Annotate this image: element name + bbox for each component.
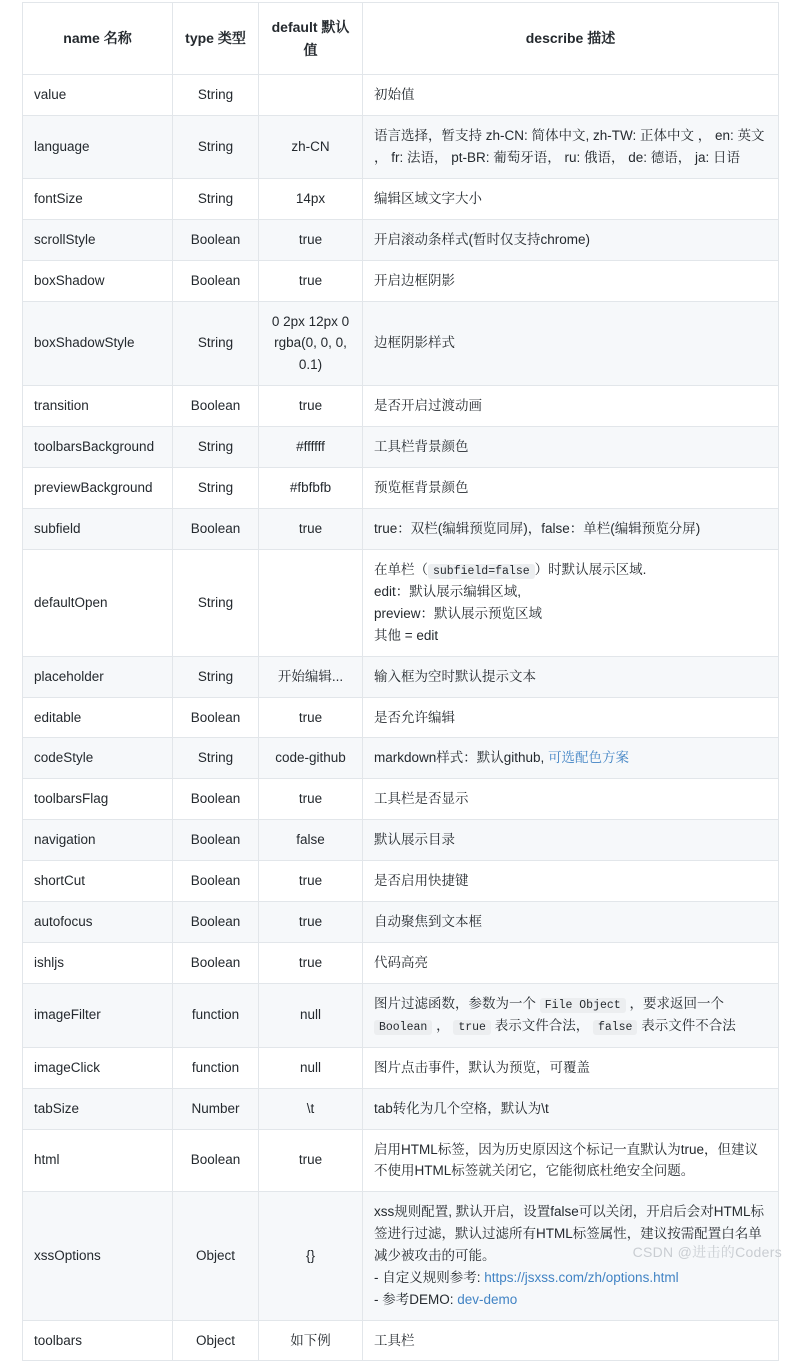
cell-option-name: boxShadow (23, 260, 173, 301)
table-row (23, 656, 779, 697)
describe-line (374, 911, 767, 933)
describe-line (374, 1289, 767, 1311)
cell-option-name: toolbarsFlag (23, 779, 173, 820)
cell-option-name: toolbarsBackground (23, 426, 173, 467)
describe-text: 是否启用快捷键 (374, 873, 469, 889)
describe-text: 图片过滤函数，参数为一个 (374, 995, 540, 1011)
describe-text: 其他 = edit (374, 627, 439, 643)
describe-link[interactable]: 可选配色方案 (548, 750, 630, 766)
describe-line (374, 559, 767, 582)
cell-option-type: String (173, 178, 259, 219)
describe-text: 工具栏是否显示 (374, 791, 469, 807)
cell-option-describe (363, 861, 779, 902)
cell-option-default (259, 75, 363, 116)
cell-option-describe (363, 901, 779, 942)
describe-line (374, 870, 767, 892)
cell-option-name: fontSize (23, 178, 173, 219)
cell-option-default: true (259, 901, 363, 942)
inline-code: true (453, 1020, 491, 1035)
cell-option-describe (363, 75, 779, 116)
cell-option-name: tabSize (23, 1088, 173, 1129)
cell-option-type: String (173, 738, 259, 779)
cell-option-describe (363, 697, 779, 738)
cell-option-type: String (173, 116, 259, 179)
describe-text: 启用HTML标签，因为历史原因这个标记一直默认为true，但建议不使用HTML标签就关闭它，它能彻底杜绝安全问题。 (374, 1141, 759, 1179)
cell-option-default: zh-CN (259, 116, 363, 179)
cell-option-describe (363, 386, 779, 427)
cell-option-type: Boolean (173, 1129, 259, 1192)
table-body (23, 75, 779, 1361)
describe-line (374, 477, 767, 499)
column-header-type: type 类型 (173, 3, 259, 75)
describe-text: ）时默认展示区域. (534, 561, 647, 577)
cell-option-default: true (259, 386, 363, 427)
describe-text: 开启滚动条样式(暂时仅支持chrome) (374, 231, 591, 247)
inline-code: File Object (540, 998, 626, 1013)
describe-line (374, 666, 767, 688)
table-row (23, 942, 779, 983)
describe-text: 自动聚焦到文本框 (374, 913, 482, 929)
cell-option-default: #ffffff (259, 426, 363, 467)
describe-text: 输入框为空时默认提示文本 (374, 668, 536, 684)
cell-option-describe (363, 301, 779, 386)
cell-option-default: null (259, 1047, 363, 1088)
cell-option-describe (363, 426, 779, 467)
describe-text: 工具栏 (374, 1332, 415, 1348)
cell-option-describe (363, 260, 779, 301)
describe-text: edit：默认展示编辑区域, (374, 584, 522, 600)
describe-text: 代码高亮 (374, 954, 428, 970)
cell-option-default: true (259, 508, 363, 549)
describe-line (374, 1098, 767, 1120)
describe-line (374, 788, 767, 810)
describe-text: 初始值 (374, 87, 415, 103)
table-row (23, 1088, 779, 1129)
cell-option-name: scrollStyle (23, 219, 173, 260)
table-row (23, 426, 779, 467)
cell-option-name: autofocus (23, 901, 173, 942)
cell-option-describe (363, 116, 779, 179)
cell-option-default: true (259, 942, 363, 983)
api-options-table-container (22, 2, 778, 1361)
describe-line (374, 952, 767, 974)
cell-option-type: function (173, 1047, 259, 1088)
describe-line (374, 1057, 767, 1079)
cell-option-default: code-github (259, 738, 363, 779)
table-row (23, 301, 779, 386)
describe-line (374, 581, 767, 603)
describe-text: 表示文件合法， (490, 1018, 593, 1034)
describe-line (374, 125, 767, 169)
cell-option-describe (363, 549, 779, 656)
table-row (23, 901, 779, 942)
cell-option-default: #fbfbfb (259, 467, 363, 508)
cell-option-name: imageClick (23, 1047, 173, 1088)
cell-option-name: imageFilter (23, 983, 173, 1047)
cell-option-type: String (173, 301, 259, 386)
table-row (23, 467, 779, 508)
cell-option-default: 如下例 (259, 1320, 363, 1361)
csdn-watermark: CSDN @进击的Coders (632, 1244, 782, 1260)
describe-text: 边框阴影样式 (374, 335, 455, 351)
inline-code: subfield=false (428, 564, 535, 579)
describe-line (374, 829, 767, 851)
cell-option-type: Object (173, 1320, 259, 1361)
cell-option-default: 0 2px 12px 0 rgba(0, 0, 0, 0.1) (259, 301, 363, 386)
describe-line (374, 1139, 767, 1183)
cell-option-default: true (259, 1129, 363, 1192)
cell-option-type: Boolean (173, 901, 259, 942)
cell-option-describe (363, 178, 779, 219)
cell-option-default: true (259, 260, 363, 301)
inline-code: false (593, 1020, 638, 1035)
table-row (23, 820, 779, 861)
cell-option-type: String (173, 467, 259, 508)
describe-text: preview：默认展示预览区域 (374, 606, 543, 621)
describe-text: - 自定义规则参考: (374, 1269, 485, 1285)
describe-link[interactable]: dev-demo (457, 1291, 518, 1307)
describe-text: tab转化为几个空格，默认为\t (374, 1100, 549, 1116)
cell-option-name: ishljs (23, 942, 173, 983)
cell-option-type: String (173, 426, 259, 467)
describe-text: true：双栏(编辑预览同屏)，false：单栏(编辑预览分屏) (374, 520, 701, 536)
cell-option-name: defaultOpen (23, 549, 173, 656)
describe-line (374, 707, 767, 729)
cell-option-type: Boolean (173, 260, 259, 301)
cell-option-default: 14px (259, 178, 363, 219)
cell-option-describe (363, 779, 779, 820)
table-row (23, 779, 779, 820)
column-header-default: default 默认值 (259, 3, 363, 75)
describe-line (374, 625, 767, 647)
describe-text: xss规则配置, 默认开启，设置false可以关闭，开启后会对HTML标签进行过滤，默认过滤所有HTML标签属性，建议按需配置白名单减少被攻击的可能。 (374, 1204, 765, 1263)
cell-option-default: null (259, 983, 363, 1047)
cell-option-default: false (259, 820, 363, 861)
cell-option-describe (363, 738, 779, 779)
cell-option-name: shortCut (23, 861, 173, 902)
cell-option-default: \t (259, 1088, 363, 1129)
table-row (23, 983, 779, 1047)
cell-option-name: html (23, 1129, 173, 1192)
cell-option-describe (363, 1047, 779, 1088)
cell-option-describe (363, 983, 779, 1047)
describe-line (374, 436, 767, 458)
cell-option-name: subfield (23, 508, 173, 549)
describe-link[interactable]: https://jsxss.com/zh/options.html (484, 1269, 679, 1285)
inline-code: Boolean (374, 1020, 432, 1035)
cell-option-type: Boolean (173, 219, 259, 260)
table-row (23, 1129, 779, 1192)
describe-line (374, 747, 767, 769)
describe-line (374, 332, 767, 354)
table-row (23, 386, 779, 427)
describe-text: ，要求返回一个 (625, 995, 724, 1011)
cell-option-name: transition (23, 386, 173, 427)
table-row (23, 738, 779, 779)
describe-text: 默认展示目录 (374, 832, 455, 848)
table-row (23, 549, 779, 656)
describe-text: 编辑区域文字大小 (374, 190, 482, 206)
cell-option-type: String (173, 656, 259, 697)
describe-text: 工具栏背景颜色 (374, 438, 469, 454)
column-header-describe: describe 描述 (363, 3, 779, 75)
cell-option-name: language (23, 116, 173, 179)
cell-option-type: String (173, 75, 259, 116)
table-row (23, 116, 779, 179)
cell-option-describe (363, 1320, 779, 1361)
column-header-name: name 名称 (23, 3, 173, 75)
cell-option-type: Boolean (173, 942, 259, 983)
cell-option-name: codeStyle (23, 738, 173, 779)
cell-option-name: previewBackground (23, 467, 173, 508)
cell-option-type: Number (173, 1088, 259, 1129)
describe-text: 语言选择，暂支持 zh-CN: 简体中文, zh-TW: 正体中文 ， en: 英文 ， fr: 法语， pt-BR: 葡萄牙语， ru: 俄语， de: 德语， ja: 日语 (374, 128, 765, 166)
cell-option-default: {} (259, 1192, 363, 1320)
cell-option-describe (363, 219, 779, 260)
cell-option-type: Boolean (173, 697, 259, 738)
describe-line (374, 1330, 767, 1352)
cell-option-describe (363, 820, 779, 861)
describe-line (374, 993, 767, 1038)
describe-text: 预览框背景颜色 (374, 479, 469, 495)
describe-line (374, 603, 767, 625)
cell-option-type: String (173, 549, 259, 656)
table-row (23, 861, 779, 902)
describe-line (374, 1267, 767, 1289)
table-row (23, 260, 779, 301)
cell-option-describe (363, 1088, 779, 1129)
describe-line (374, 270, 767, 292)
describe-text: ， (432, 1018, 454, 1034)
table-row (23, 697, 779, 738)
describe-text: markdown样式：默认github, (374, 750, 549, 766)
table-row (23, 1047, 779, 1088)
table-row (23, 508, 779, 549)
table-row (23, 178, 779, 219)
describe-line (374, 395, 767, 417)
describe-line (374, 518, 767, 540)
describe-text: 表示文件不合法 (637, 1018, 736, 1034)
cell-option-default: 开始编辑... (259, 656, 363, 697)
cell-option-type: Boolean (173, 779, 259, 820)
table-header (23, 3, 779, 75)
cell-option-describe (363, 467, 779, 508)
cell-option-name: xssOptions (23, 1192, 173, 1320)
cell-option-describe (363, 942, 779, 983)
cell-option-default: true (259, 861, 363, 902)
describe-text: - 参考DEMO: (374, 1291, 458, 1307)
cell-option-name: value (23, 75, 173, 116)
cell-option-type: Boolean (173, 820, 259, 861)
describe-line (374, 84, 767, 106)
cell-option-type: Object (173, 1192, 259, 1320)
describe-text: 是否开启过渡动画 (374, 398, 482, 414)
cell-option-name: placeholder (23, 656, 173, 697)
describe-line (374, 188, 767, 210)
cell-option-default: true (259, 219, 363, 260)
api-options-table (22, 2, 779, 1361)
cell-option-default: true (259, 779, 363, 820)
describe-text: 开启边框阴影 (374, 272, 455, 288)
table-row (23, 75, 779, 116)
cell-option-name: toolbars (23, 1320, 173, 1361)
describe-text: 图片点击事件，默认为预览，可覆盖 (374, 1059, 590, 1075)
cell-option-default (259, 549, 363, 656)
cell-option-type: Boolean (173, 508, 259, 549)
describe-text: 是否允许编辑 (374, 709, 455, 725)
cell-option-describe (363, 508, 779, 549)
table-header-row (23, 3, 779, 75)
describe-text: 在单栏（ (374, 561, 428, 577)
table-row (23, 1320, 779, 1361)
cell-option-describe (363, 1129, 779, 1192)
cell-option-describe (363, 656, 779, 697)
cell-option-name: editable (23, 697, 173, 738)
cell-option-name: navigation (23, 820, 173, 861)
cell-option-type: Boolean (173, 861, 259, 902)
describe-line (374, 229, 767, 251)
cell-option-type: Boolean (173, 386, 259, 427)
cell-option-name: boxShadowStyle (23, 301, 173, 386)
cell-option-default: true (259, 697, 363, 738)
table-row (23, 219, 779, 260)
cell-option-type: function (173, 983, 259, 1047)
